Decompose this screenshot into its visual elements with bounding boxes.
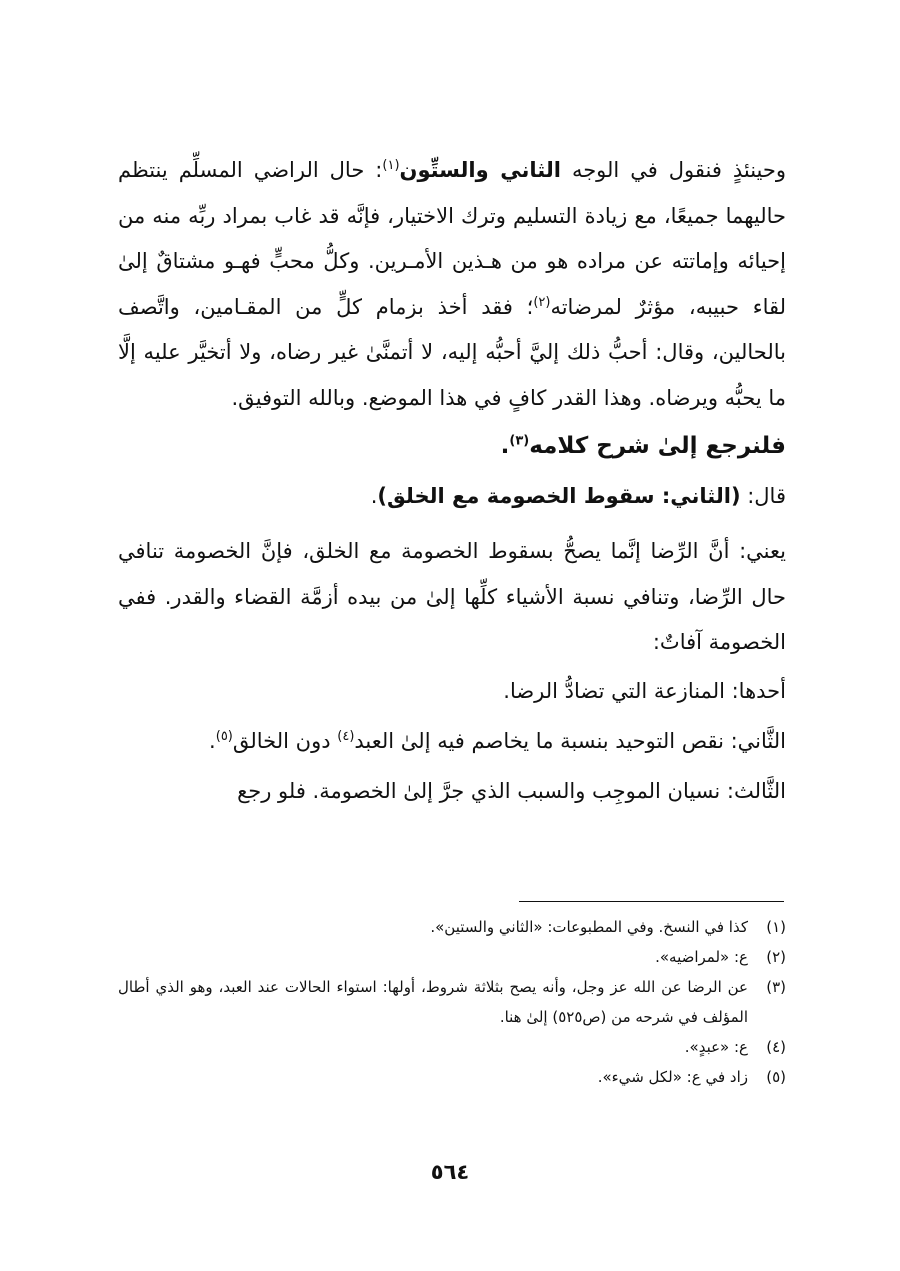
- paragraph-1-text: : حال الراضي المسلِّم ينتظم حاليهما جميعًا، مع زيادة التسليم وترك الاختيار، فإنَّه قد غاب بمراد ربِّه منه من إحيائه وإماتته عن مراده هو من هـذين الأمـرين. وكلُّ محبٍّ فهـو مشتاقٌ إلىٰ لقاء حبيبه، مؤثرٌ لمرضاته: [118, 158, 787, 319]
- footnote-marker-5[interactable]: (٥): [215, 728, 233, 744]
- quote-bold: (الثاني: سقوط الخصومة مع الخلق): [377, 484, 741, 508]
- list-item-2-end: .: [209, 728, 216, 753]
- footnote-number: (٢): [766, 948, 786, 966]
- section-heading-end: .: [500, 433, 510, 459]
- paragraph-1-lead: وحينئذٍ فنقول في الوجه: [560, 158, 786, 182]
- main-text: [118, 148, 786, 816]
- list-item-3: الثَّالث: نسيان الموجِب والسبب الذي جرَّ إلىٰ الخصومة. فلو رجع: [237, 778, 786, 803]
- footnote-number: (٣): [766, 978, 786, 996]
- section-heading-text: فلنرجع إلىٰ شرح كلامه: [529, 433, 786, 459]
- footnote-marker-2[interactable]: (٢): [533, 294, 551, 310]
- footnote-text: ع: «لمراضيه».: [655, 948, 748, 966]
- quote-line: [118, 471, 786, 521]
- footnote-text: كذا في النسخ. وفي المطبوعات: «الثاني والستين».: [430, 918, 748, 936]
- list-item-2-text: الثَّاني: نقص التوحيد بنسبة ما يخاصم فيه إلىٰ العبد: [354, 728, 786, 753]
- footnote-text: عن الرضا عن الله عز وجل، وأنه يصح بثلاثة شروط، أولها: استواء الحالات عند العبد، وهو الذي أطال المؤلف في شرحه من (ص٥٢٥) إلىٰ هنا.: [118, 978, 748, 1026]
- list-item-2: [118, 716, 786, 766]
- footnote-number: (٥): [766, 1068, 786, 1086]
- footnote-3: [118, 972, 786, 1032]
- page-number: ٥٦٤: [430, 1160, 470, 1184]
- footnotes: [118, 912, 786, 1092]
- footnote-1: [118, 912, 786, 942]
- paragraph-1: [118, 148, 786, 421]
- footnote-text: زاد في ع: «لكل شيء».: [597, 1068, 748, 1086]
- footnote-marker-4[interactable]: (٤): [337, 728, 355, 744]
- footnote-divider: [519, 901, 784, 902]
- footnote-marker-1[interactable]: (١): [382, 158, 400, 173]
- list-item-2-text-cont: دون الخالق: [232, 728, 338, 753]
- paragraph-2: يعني: أنَّ الرِّضا إنَّما يصحُّ بسقوط الخصومة مع الخلق، فإنَّ الخصومة تنافي حال الرِّضا، وتنافي نسبة الأشياء كلِّها إلىٰ من بيده أزمَّة القضاء والقدر. ففي الخصومة آفاتٌ:: [118, 539, 786, 654]
- quote-lead: قال:: [740, 484, 786, 508]
- footnote-4: [118, 1032, 786, 1062]
- list-item-1: أحدها: المنازعة التي تضادُّ الرضا.: [503, 678, 786, 703]
- footnote-5: [118, 1062, 786, 1092]
- footnote-text: ع: «عبدٍ».: [684, 1038, 748, 1056]
- paragraph-1-bold: الثاني والستِّون: [399, 158, 561, 182]
- paragraph-1-text-cont: ؛ فقد أخذ بزمام كلٍّ من المقـامين، واتَّصف بالحالين، وقال: أحبُّ ذلك إليَّ أحبُّه إليه، لا أتمنَّىٰ غير رضاه، ولا أتخيَّر عليه إلَّا ما يحبُّه ويرضاه. وهذا القدر كافٍ في هذا الموضع. وبالله التوفيق.: [118, 294, 786, 410]
- quote-end: .: [370, 484, 378, 508]
- section-heading: [118, 421, 786, 471]
- footnote-2: [118, 942, 786, 972]
- footnote-marker-3[interactable]: (٣): [509, 433, 530, 449]
- footnote-number: (١): [766, 918, 786, 936]
- footnote-number: (٤): [766, 1038, 786, 1056]
